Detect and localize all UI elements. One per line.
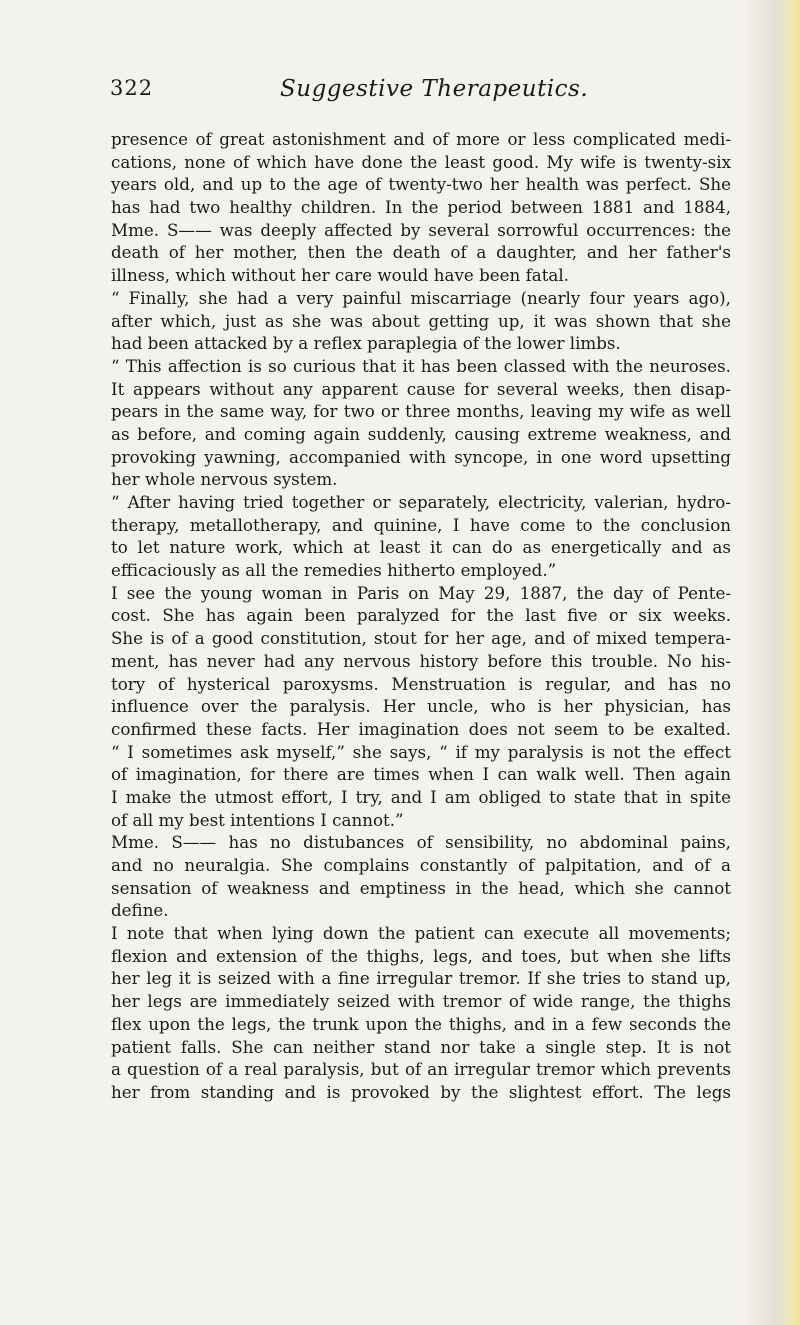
text-line: presence of great astonishment and of more or less complicated medi-	[111, 129, 731, 149]
text-line: “ Finally, she had a very painful miscarriage (nearly four years ago),	[111, 287, 731, 308]
text-line: of all my best intentions I cannot.”	[111, 809, 404, 830]
text-line: influence over the paralysis. Her uncle, who is her physician, has	[111, 696, 731, 717]
text-line: as before, and coming again suddenly, causing extreme weakness, and	[111, 423, 731, 444]
text-line: death of her mother, then the death of a daughter, and her father's	[111, 242, 731, 263]
text-line: illness, which without her care would have been fatal.	[111, 265, 569, 286]
text-line: to let nature work, which at least it can do as energetically and as	[111, 537, 731, 558]
text-line: Mme. S—— was deeply affected by several sorrowful occurrences: the	[111, 219, 731, 240]
text-line: confirmed these facts. Her imagination does not seem to be exalted.	[111, 718, 731, 739]
text-line: flex upon the legs, the trunk upon the thighs, and in a few seconds the	[111, 1013, 731, 1034]
text-line: has had two healthy children. In the period between 1881 and 1884,	[111, 197, 731, 218]
text-line: I make the utmost effort, I try, and I am obliged to state that in spite	[111, 786, 731, 807]
text-line: therapy, metallotherapy, and quinine, I have come to the conclusion	[111, 514, 731, 535]
text-line: cations, none of which have done the least good. My wife is twenty-six	[111, 151, 731, 172]
text-line: and no neuralgia. She complains constantly of palpitation, and of a	[111, 855, 731, 875]
text-line: flexion and extension of the thighs, legs, and toes, but when she lifts	[111, 945, 731, 966]
text-line: I note that when lying down the patient can execute all movements;	[111, 923, 731, 944]
text-line: her from standing and is provoked by the slightest effort. The legs	[111, 1081, 731, 1102]
text-line: efficaciously as all the remedies hitherto employed.”	[111, 560, 557, 581]
text-line: “ I sometimes ask myself,” she says, “ if my paralysis is not the effect	[111, 741, 731, 762]
text-line: years old, and up to the age of twenty-two her health was perfect. She	[111, 174, 731, 195]
page-header	[110, 76, 730, 112]
text-line: of imagination, for there are times when I can walk well. Then again	[111, 764, 731, 785]
text-line: pears in the same way, for two or three months, leaving my wife as well	[111, 401, 731, 422]
text-line: her whole nervous system.	[111, 469, 338, 490]
text-line: her leg it is seized with a fine irregular tremor. If she tries to stand up,	[111, 968, 731, 989]
body-text	[111, 128, 731, 1104]
text-line: ment, has never had any nervous history before this trouble. No his-	[111, 650, 731, 671]
text-line: her legs are immediately seized with tremor of wide range, the thighs	[111, 991, 731, 1012]
text-line: provoking yawning, accompanied with syncope, in one word upsetting	[111, 446, 731, 467]
text-line: sensation of weakness and emptiness in the head, which she cannot	[111, 877, 731, 898]
text-line: Mme. S—— has no distubances of sensibility, no abdominal pains,	[111, 832, 731, 853]
text-line: I see the young woman in Paris on May 29, 1887, the day of Pente-	[111, 582, 731, 603]
page-edge	[742, 0, 800, 1325]
text-line: She is of a good constitution, stout for her age, and of mixed tempera-	[111, 628, 731, 649]
text-line: patient falls. She can neither stand nor take a single step. It is not	[111, 1036, 731, 1057]
text-line: cost. She has again been paralyzed for the last five or six weeks.	[111, 605, 731, 626]
text-line: “ This affection is so curious that it has been classed with the neuroses.	[111, 355, 731, 376]
text-line: “ After having tried together or separately, electricity, valerian, hydro-	[111, 492, 731, 512]
text-line: had been attacked by a reflex paraplegia of the lower limbs.	[111, 333, 621, 354]
text-line: define.	[111, 900, 169, 921]
running-title: Suggestive Therapeutics.	[280, 76, 589, 102]
text-line: tory of hysterical paroxysms. Menstruation is regular, and has no	[111, 673, 731, 694]
page-number: 322	[110, 76, 154, 100]
text-line: a question of a real paralysis, but of an irregular tremor which prevents	[111, 1059, 731, 1080]
text-line: after which, just as she was about getting up, it was shown that she	[111, 310, 731, 331]
text-line: It appears without any apparent cause for several weeks, then disap-	[111, 378, 731, 399]
